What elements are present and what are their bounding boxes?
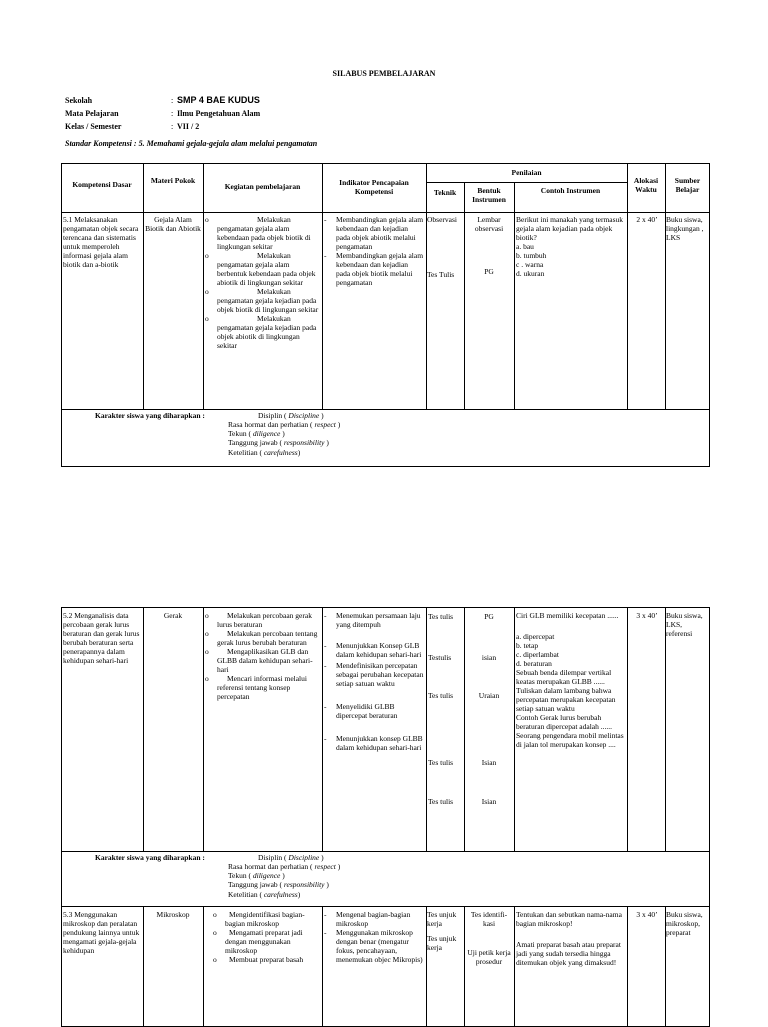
bentuk-item: Tes identifi-kasi bbox=[470, 910, 508, 928]
bentuk-item: Uji petik kerja prosedur bbox=[467, 948, 511, 966]
alokasi-waktu: 2 x 40’ bbox=[636, 215, 658, 224]
sumber-belajar: Buku siswa, lingkungan , LKS bbox=[666, 215, 704, 242]
list-item: - Membandingkan gejala alam kebendaan dan kejadian pada objek biotik melalui pengamatan bbox=[324, 251, 424, 287]
meta-value: SMP 4 BAE KUDUS bbox=[177, 95, 260, 105]
karakter-list bbox=[228, 853, 340, 899]
teknik-item: Tes unjuk kerja bbox=[427, 910, 457, 928]
karakter-item: Disiplin ( Discipline ) bbox=[258, 853, 324, 862]
meta-key: Sekolah bbox=[65, 96, 93, 105]
karakter-item: Disiplin ( Discipline ) bbox=[258, 411, 324, 420]
list-item: o Melakukan pengamatan gejala kejadian pada objek abiotik di lingkungan sekitar bbox=[205, 314, 317, 350]
bentuk-lembar: Lembar observasi bbox=[474, 215, 504, 233]
materi-pokok: Mikroskop bbox=[156, 910, 190, 919]
teknik-item: Tes unjuk kerja bbox=[427, 934, 457, 952]
document-title: SILABUS PEMBELAJARAN bbox=[332, 69, 436, 78]
alokasi-waktu: 3 x 40’ bbox=[636, 611, 658, 620]
teknik-item: Tes tulis bbox=[428, 797, 454, 806]
kompetensi-dasar-5-3: 5.3 Menggunakan mikroskop dan peralatan pendukung lainnya untuk mengamati gejala-gejala kehidupan bbox=[63, 910, 140, 955]
karakter-label: Karakter siswa yang diharapkan : bbox=[95, 411, 205, 420]
list-item: - Menyelidiki GLBB dipercepat beraturan bbox=[324, 702, 398, 720]
teknik-item: Tes tulis bbox=[428, 758, 454, 767]
teknik-observasi: Observasi bbox=[427, 215, 457, 224]
list-item: o Mencari informasi melalui referensi tentang konsep percepatan bbox=[205, 674, 307, 701]
header-penilaian: Penilaian bbox=[511, 168, 542, 177]
karakter-label: Karakter siswa yang diharapkan : bbox=[95, 853, 205, 862]
list-item: o Mengaplikasikan GLB dan GLBB dalam kehidupan sehari-hari bbox=[205, 647, 313, 674]
alokasi-waktu: 3 x 40’ bbox=[636, 910, 658, 919]
header-contoh: Contoh Instrumen bbox=[540, 186, 601, 195]
list-item: - Mengenal bagian-bagian mikroskop bbox=[324, 910, 411, 928]
list-item: - Menemukan persamaan laju yang ditempuh bbox=[324, 611, 421, 629]
bentuk-pg: PG bbox=[484, 267, 494, 276]
meta-key: Kelas / Semester bbox=[65, 122, 122, 131]
meta-class: Kelas / Semester : VII / 2 bbox=[65, 122, 200, 131]
standar-kompetensi: Standar Kompetensi : 5. Memahami gejala-gejala alam melalui pengamatan bbox=[65, 139, 318, 148]
karakter-item: Rasa hormat dan perhatian ( respect ) bbox=[228, 862, 341, 872]
bentuk-item: Isian bbox=[481, 797, 497, 806]
materi-pokok: Gejala Alam Biotik dan Abiotik bbox=[145, 215, 201, 233]
teknik-tes-tulis: Tes Tulis bbox=[427, 270, 455, 279]
list-item: o Mengidentifikasi bagian-bagian mikroskop bbox=[213, 910, 305, 928]
list-item: o Melakukan pengamatan gejala alam kebendaan pada objek biotik di lingkungan sekitar bbox=[205, 215, 311, 251]
contoh-instrumen: Ciri GLB memiliki kecepatan ...... a. dipercepat b. tetap c. diperlambat d. beraturan Sebuah benda dilempar vertikal keatas merupakan GLBB ...... Tuliskan dalam lambang bahwa percepatan merupakan kecepatan setiap satuan waktu Contoh Gerak lurus berubah beraturan dipercepat adalah ...... Seorang pengendara mobil melintas di jalan tol merupakan konsep .... bbox=[516, 611, 624, 749]
list-item: o Melakukan percobaan tentang gerak lurus berubah beraturan bbox=[205, 629, 318, 647]
karakter-item: Ketelitian ( carefulness) bbox=[228, 889, 301, 899]
karakter-item: Tekun ( diligence ) bbox=[228, 871, 285, 881]
bentuk-item: isian bbox=[481, 653, 497, 662]
list-item: - Menunjukkan konsep GLBB dalam kehidupan sehari-hari bbox=[324, 734, 423, 752]
header-alokasi: Alokasi Waktu bbox=[633, 176, 659, 195]
karakter-item: Tanggung jawab ( responsibility ) bbox=[228, 438, 329, 448]
header-bentuk: Bentuk Instrumen bbox=[472, 186, 506, 205]
kegiatan-list bbox=[205, 215, 319, 350]
karakter-item: Tanggung jawab ( responsibility ) bbox=[228, 880, 329, 890]
list-item: o Melakukan pengamatan gejala kejadian pada objek biotik di lingkungan sekitar bbox=[205, 287, 319, 314]
header-indikator: Indikator Pencapaian Kompetensi bbox=[339, 178, 409, 197]
teknik-item: Tes tulis bbox=[428, 612, 454, 621]
teknik-item: Tes tulis bbox=[428, 691, 454, 700]
list-item: o Melakukan percobaan gerak lurus beraturan bbox=[205, 611, 312, 629]
sumber-belajar: Buku siswa, mikroskop, preparat bbox=[666, 910, 703, 937]
indikator-list bbox=[324, 910, 424, 964]
indikator-list bbox=[324, 611, 424, 752]
meta-subject: Mata Pelajaran : Ilmu Pengetahuan Alam bbox=[65, 109, 261, 118]
list-item: o Melakukan pengamatan gejala alam berbentuk kebendaan pada objek abiotik di lingkungan sekitar bbox=[205, 251, 316, 287]
kegiatan-list bbox=[213, 910, 319, 964]
meta-value: VII / 2 bbox=[177, 122, 200, 131]
bentuk-item: Isian bbox=[481, 758, 497, 767]
list-item: o Membuat preparat basah bbox=[213, 955, 304, 964]
karakter-item: Rasa hormat dan perhatian ( respect ) bbox=[228, 420, 341, 430]
materi-pokok: Gerak bbox=[163, 611, 183, 620]
header-kegiatan: Kegiatan pembelajaran bbox=[224, 182, 301, 191]
header-sumber: Sumber Belajar bbox=[674, 176, 701, 195]
indikator-list bbox=[324, 215, 424, 287]
karakter-item: Ketelitian ( carefulness) bbox=[228, 447, 301, 457]
kompetensi-dasar-5-2: 5.2 Menganalisis data percobaan gerak lurus beraturan dan gerak lurus berubah beraturan serta penerapannya dalam kehidupan sehari-hari bbox=[63, 611, 140, 665]
sumber-belajar: Buku siswa, LKS, referensi bbox=[666, 611, 703, 638]
list-item: - Menggunakan mikroskop dengan benar (mengatur fokus, pencahayaan, menemukan objec Mikropis) bbox=[324, 928, 423, 964]
list-item: o Mengamati preparat jadi dengan menggunakan mikroskop bbox=[213, 928, 303, 955]
meta-value: Ilmu Pengetahuan Alam bbox=[177, 109, 261, 118]
teknik-item: Testulis bbox=[428, 653, 452, 662]
list-item: - Membandingkan gejala alam kebendaan dan kejadian pada objek abiotik melalui pengamatan bbox=[324, 215, 424, 251]
list-item: - Menunjukkan Konsep GLB dalam kehidupan sehari-hari bbox=[324, 641, 422, 659]
contoh-instrumen: Berikut ini manakah yang termasuk gejala alam kejadian pada objek biotik? a. bau b. tumbuh c . warna d. ukuran bbox=[516, 215, 624, 278]
bentuk-item: Uraian bbox=[478, 691, 500, 700]
kompetensi-dasar-5-1: 5.1 Melaksanakan pengamatan objek secara terencana dan sistematis untuk memperoleh informasi gejala alam biotik dan a-biotik bbox=[63, 215, 139, 269]
syllabus-table-1 bbox=[61, 163, 710, 467]
header-materi: Materi Pokok bbox=[150, 176, 196, 185]
contoh-instrumen: Tentukan dan sebutkan nama-nama bagian mikroskop! Amati preparat basah atau preparat jadi yang sudah tersedia hingga ditemukan objek yang dimaksud! bbox=[516, 910, 622, 967]
meta-key: Mata Pelajaran bbox=[65, 109, 119, 118]
kegiatan-list bbox=[205, 611, 319, 701]
header-teknik: Teknik bbox=[433, 188, 457, 197]
karakter-item: Tekun ( diligence ) bbox=[228, 429, 285, 439]
meta-school: Sekolah : SMP 4 BAE KUDUS bbox=[65, 95, 260, 105]
header-kompetensi: Kompetensi Dasar bbox=[72, 180, 132, 189]
karakter-list bbox=[228, 411, 340, 457]
bentuk-item: PG bbox=[484, 612, 494, 621]
list-item: - Mendefinisikan percepatan sebagai perubahan kecepatan setiap satuan waktu bbox=[324, 661, 424, 688]
